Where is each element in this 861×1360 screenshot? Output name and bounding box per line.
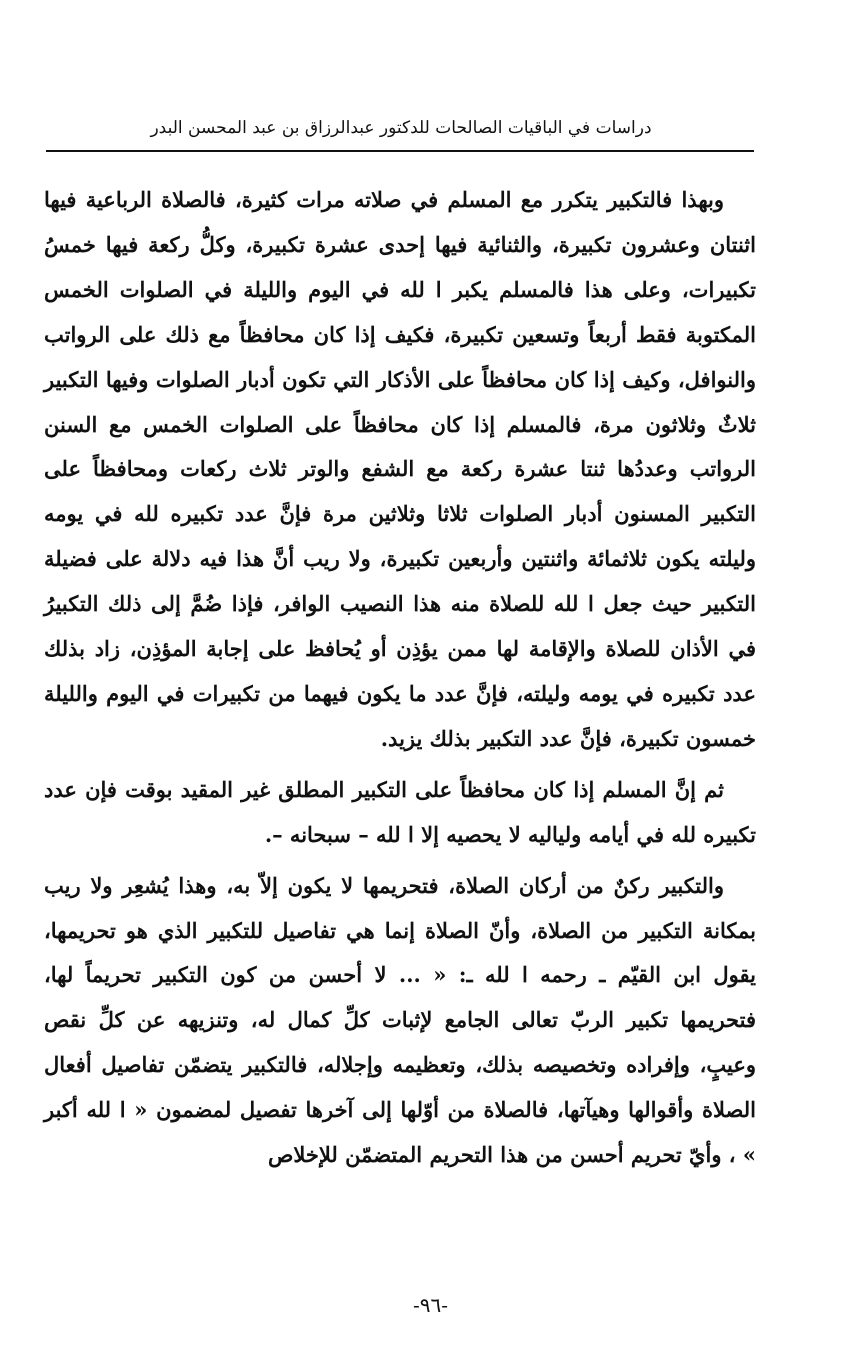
- page-number: -٩٦-: [412, 1293, 448, 1317]
- body-text: [44, 178, 756, 1178]
- paragraph: ثم إنَّ المسلم إذا كان محافظاً على التكبير المطلق غير المقيد بوقت فإن عدد تكبيره لله في أيامه ولياليه لا يحصيه إلا ا لله – سبحانه –.: [44, 776, 756, 847]
- paragraph: وبهذا فالتكبير يتكرر مع المسلم في صلاته مرات كثيرة، فالصلاة الرباعية فيها اثنتان وعشرون تكبيرة، والثنائية فيها إحدى عشرة تكبيرة، وكلُّ ركعة فيها خمسُ تكبيرات، وعلى هذا فالمسلم يكبر ا لله في اليوم والليلة في الصلوات الخمس المكتوبة فقط أربعاً وتسعين تكبيرة، فكيف إذا كان محافظاً مع ذلك على الرواتب والنوافل، وكيف إذا كان محافظاً على الأذكار التي تكون أدبار الصلوات وفيها التكبير ثلاثٌ وثلاثون مرة، فالمسلم إذا كان محافظاً على الصلوات الخمس مع السنن الرواتب وعددُها ثنتا عشرة ركعة مع الشفع والوتر ثلاث ركعات ومحافظاً على التكبير المسنون أدبار الصلوات ثلاثا وثلاثين مرة فإنَّ عدد تكبيره لله في يومه وليلته يكون ثلاثمائة واثنتين وأربعين تكبيرة، ولا ريب أنَّ هذا فيه دلالة على فضيلة التكبير حيث جعل ا لله للصلاة منه هذا النصيب الوافر، فإذا ضُمَّ إلى ذلك التكبيرُ في الأذان للصلاة والإقامة لها ممن يؤذِن أو يُحافظ على إجابة المؤذِن، زاد بذلك عدد تكبيره في يومه وليلته، فإنَّ عدد ما يكون فيهما من تكبيرات في اليوم والليلة خمسون تكبيرة، فإنَّ عدد التكبير بذلك يزيد.: [44, 187, 756, 751]
- running-head: دراسات في الباقيات الصالحات للدكتور عبدالرزاق بن عبد المحسن البدر: [150, 118, 652, 138]
- header-rule: [46, 150, 754, 152]
- paragraph: والتكبير ركنٌ من أركان الصلاة، فتحريمها لا يكون إلاّ به، وهذا يُشعِر ولا ريب بمكانة التكبير من الصلاة، وأنّ الصلاة إنما هي تفاصيل للتكبير الذي هو تحريمها، يقول ابن القيّم ـ رحمه ا لله ـ: « ... لا أحسن من كون التكبير تحريماً لها، فتحريمها تكبير الربّ تعالى الجامع لإثبات كلِّ كمال له، وتنزيهه عن كلِّ نقص وعيبٍ، وإفراده وتخصيصه بذلك، وتعظيمه وإجلاله، فالتكبير يتضمّن تفاصيل أفعال الصلاة وأقوالها وهيآتها، فالصلاة من أوّلها إلى آخرها تفصيل لمضمون « ا لله أكبر » ، وأيّ تحريم أحسن من هذا التحريم المتضمّن للإخلاص: [44, 872, 756, 1168]
